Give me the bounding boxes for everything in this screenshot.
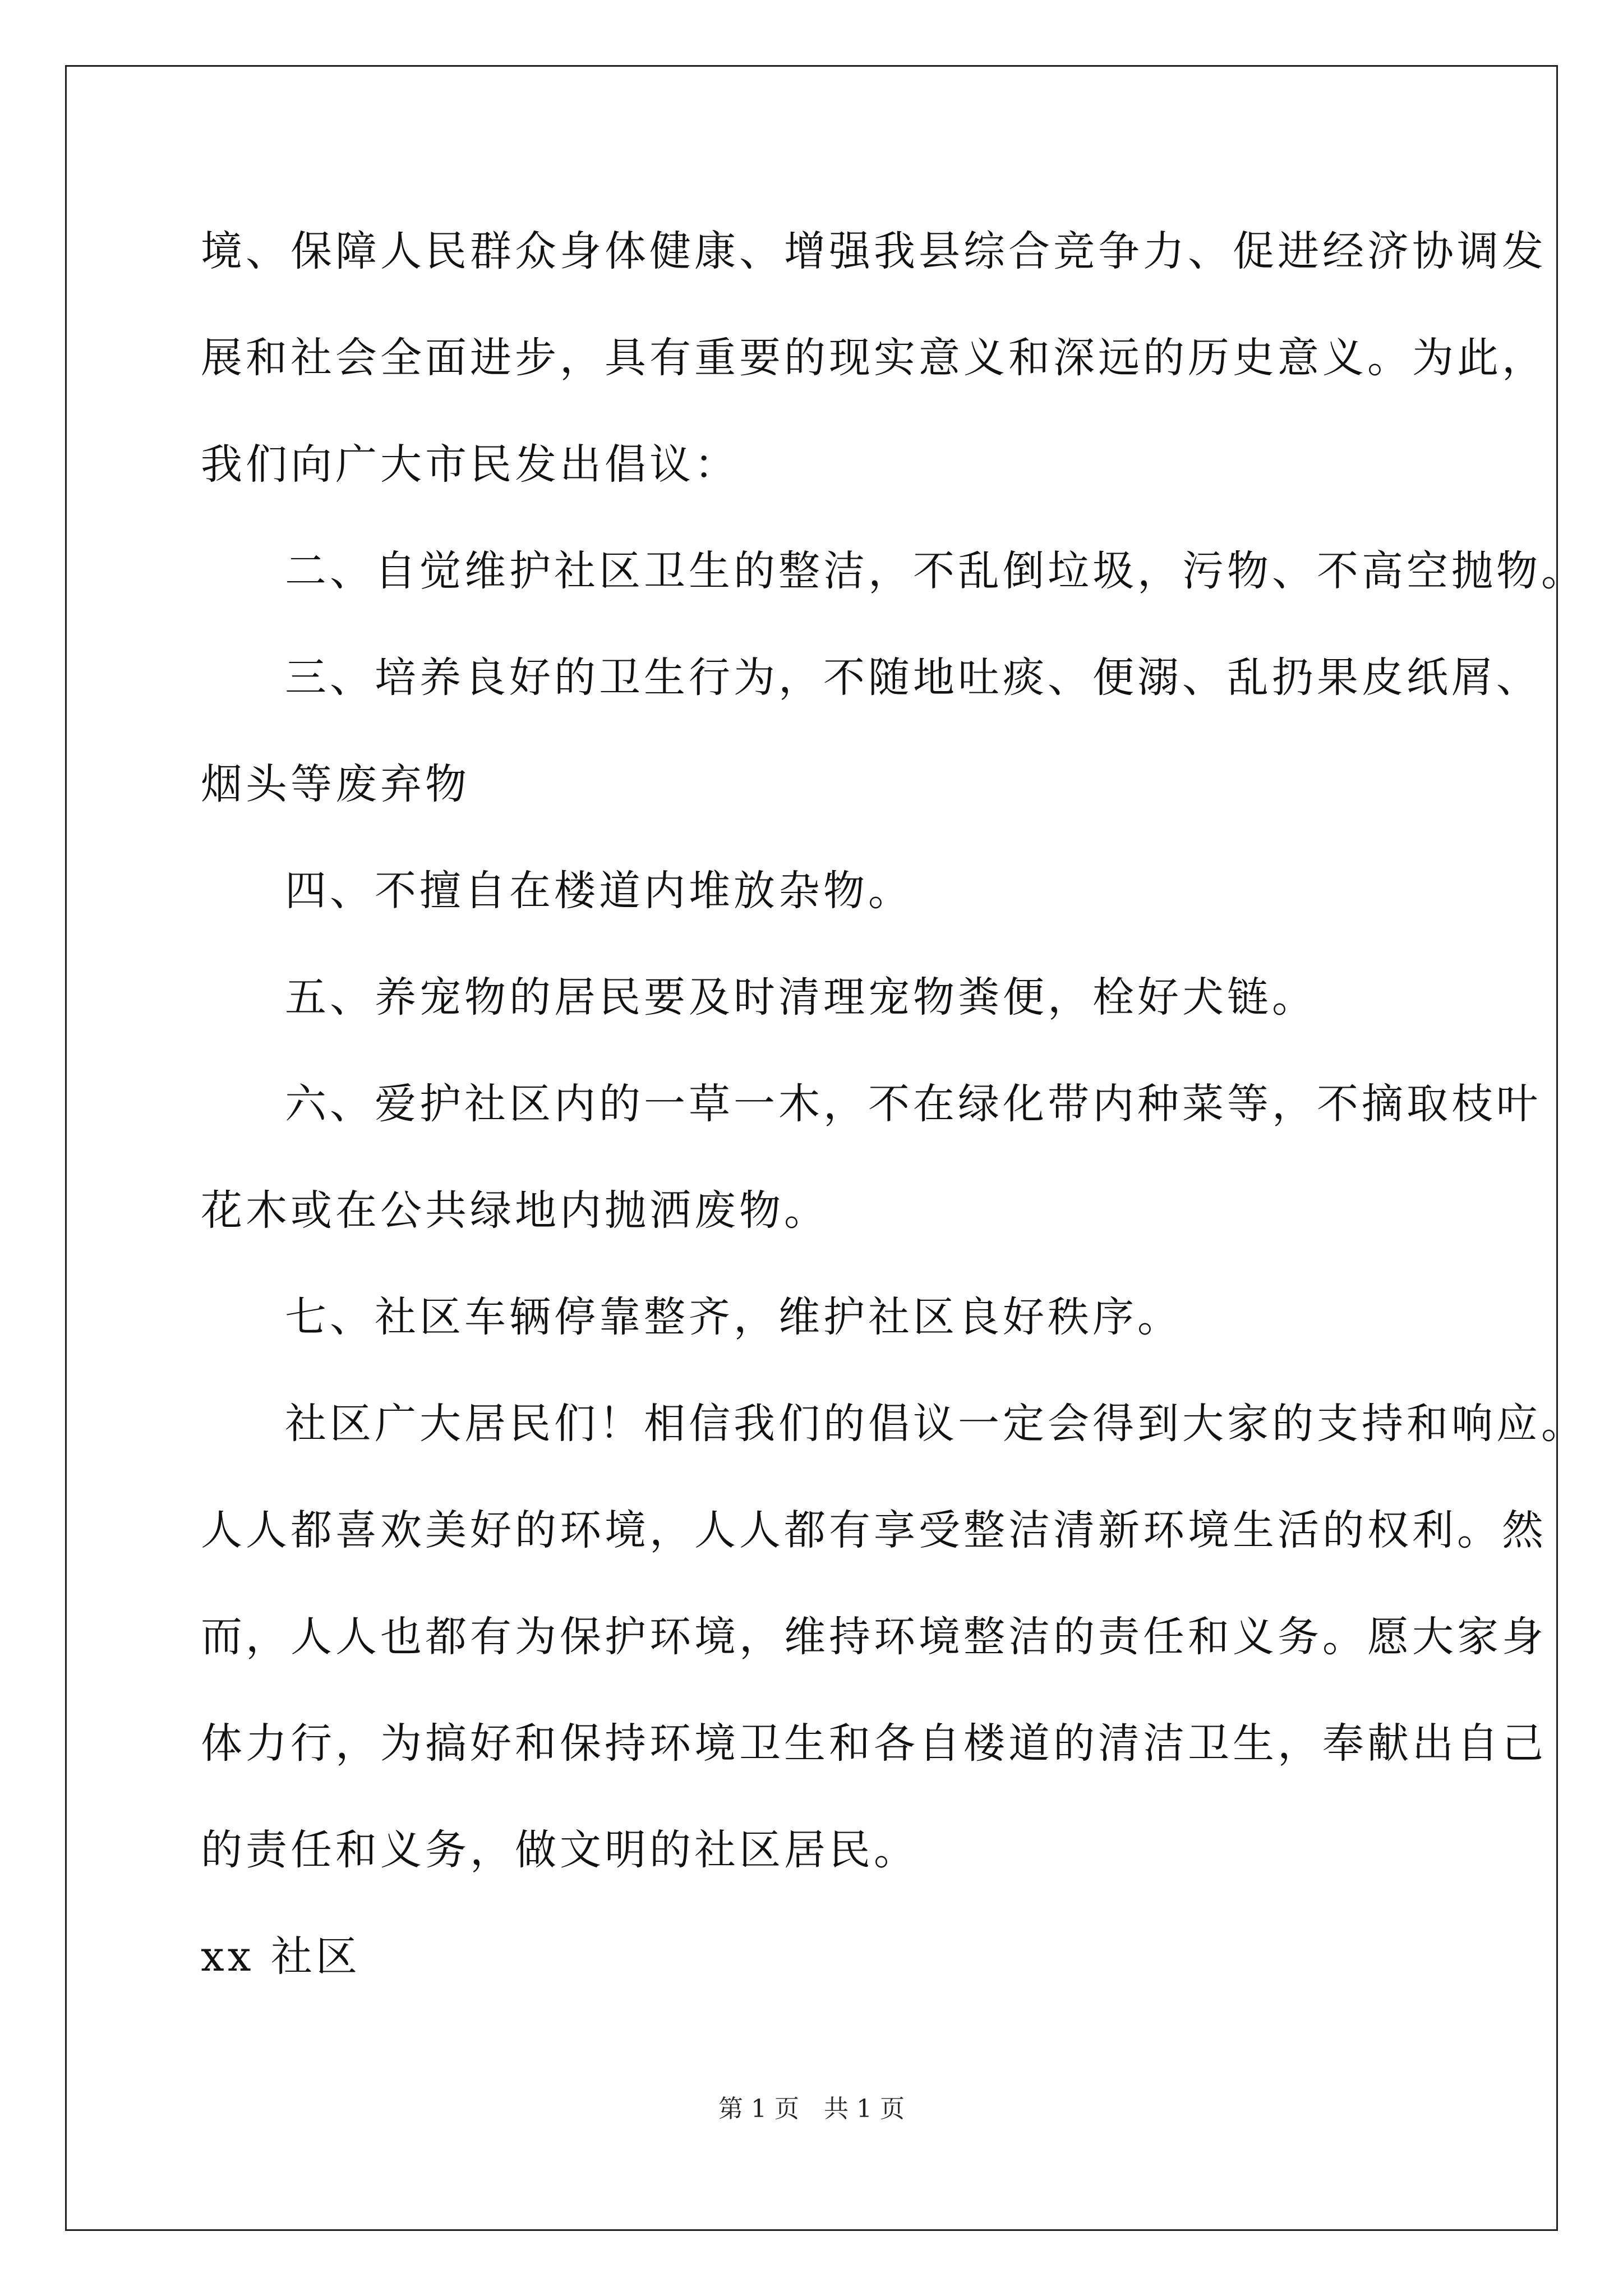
proposal-item-7: 七、社区车辆停靠整齐，维护社区良好秩序。 <box>285 1293 1182 1341</box>
text-line: 花木或在公共绿地内抛洒废物。 <box>201 1186 829 1235</box>
text-line: 境、保障人民群众身体健康、增强我县综合竞争力、促进经济协调发 <box>201 227 1547 275</box>
text-line: 烟头等废弃物 <box>201 760 470 808</box>
text-line: 而，人人也都有为保护环境，维持环境整洁的责任和义务。愿大家身 <box>201 1613 1547 1661</box>
text-line: 我们向广大市民发出倡议： <box>201 440 739 489</box>
proposal-item-5: 五、养宠物的居民要及时清理宠物粪便，栓好犬链。 <box>285 973 1317 1022</box>
closing-paragraph: 社区广大居民们！相信我们的倡议一定会得到大家的支持和响应。 <box>285 1400 1586 1448</box>
text-line: 体力行，为搞好和保持环境卫生和各自楼道的清洁卫生，奉献出自己 <box>201 1719 1547 1768</box>
proposal-item-4: 四、不擅自在楼道内堆放杂物。 <box>285 867 913 915</box>
text-line: 的责任和义务，做文明的社区居民。 <box>201 1826 919 1874</box>
signature: xx 社区 <box>201 1932 361 1981</box>
text-line: 展和社会全面进步，具有重要的现实意义和深远的历史意义。为此， <box>201 334 1547 382</box>
document-body <box>201 218 1586 2030</box>
proposal-item-3: 三、培养良好的卫生行为，不随地吐痰、便溺、乱扔果皮纸屑、 <box>285 654 1541 702</box>
proposal-item-2: 二、自觉维护社区卫生的整洁，不乱倒垃圾，污物、不高空抛物。 <box>285 547 1586 595</box>
text-line: 人人都喜欢美好的环境，人人都有享受整洁清新环境生活的权利。然 <box>201 1506 1547 1554</box>
proposal-item-6: 六、爱护社区内的一草一木，不在绿化带内种菜等，不摘取枝叶 <box>285 1080 1541 1128</box>
page-number: 第 1 页 共 1 页 <box>718 2095 905 2123</box>
